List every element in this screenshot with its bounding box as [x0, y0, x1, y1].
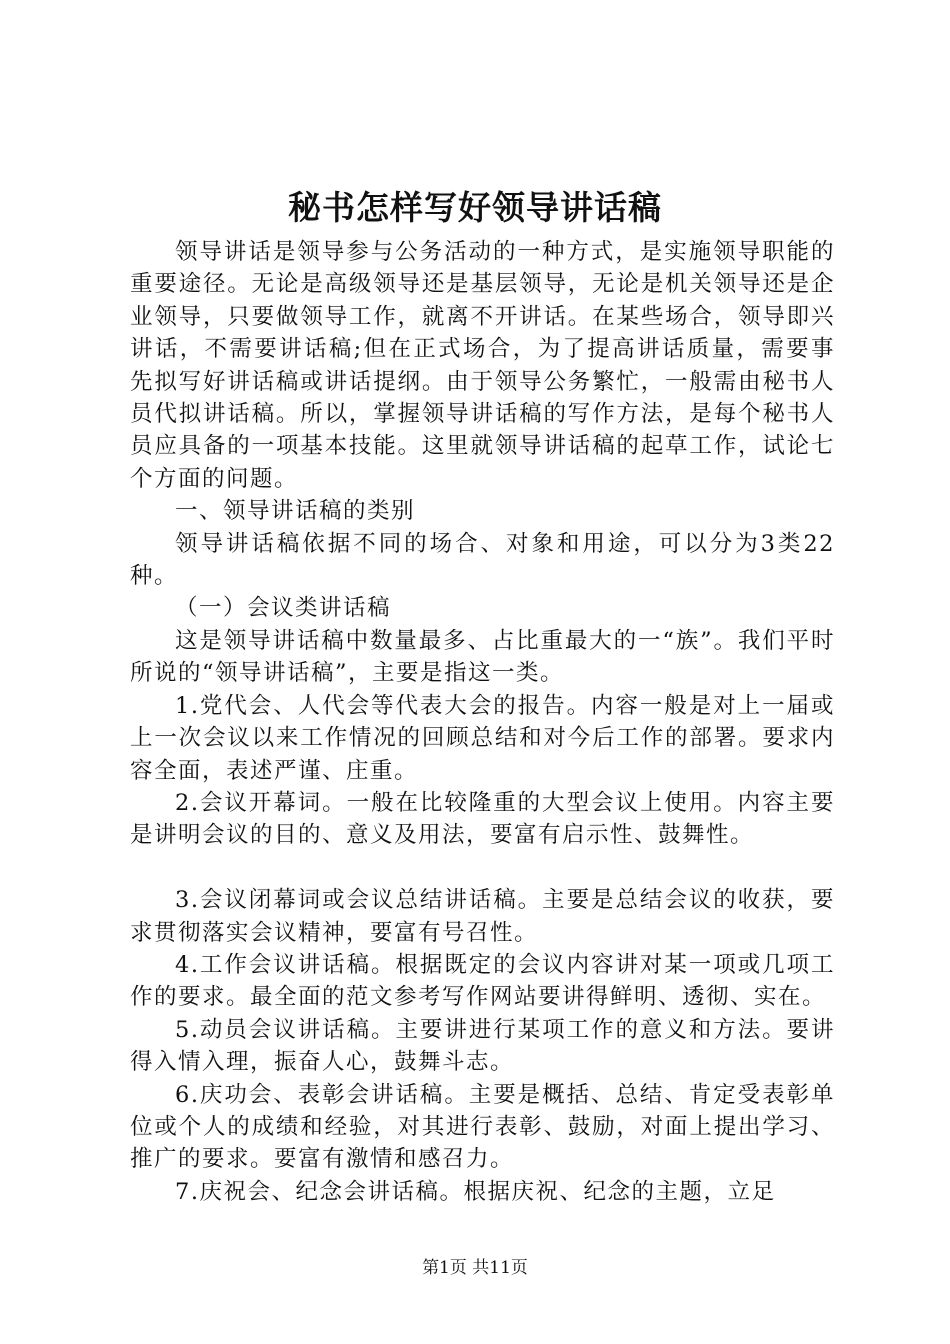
list-item: 4.工作会议讲话稿。根据既定的会议内容讲对某一项或几项工作的要求。最全面的范文参考写作网站要讲得鲜明、透彻、实在。 [130, 951, 835, 1011]
section-heading: 一、领导讲话稿的类别 [175, 498, 416, 525]
list-item: 5.动员会议讲话稿。主要讲进行某项工作的意义和方法。要讲得入情入理，振奋人心，鼓舞斗志。 [130, 1016, 835, 1076]
paragraph: 领导讲话稿依据不同的场合、对象和用途，可以分为3类22种。 [130, 530, 835, 590]
list-item: 3.会议闭幕词或会议总结讲话稿。主要是总结会议的收获，要求贯彻落实会议精神，要富有号召性。 [130, 887, 835, 946]
page-footer: 第1页 共11页 [422, 1258, 528, 1278]
document-body [130, 236, 835, 1208]
paragraph: 这是领导讲话稿中数量最多、占比重最大的一“族”。我们平时所说的“领导讲话稿”，主要是指这一类。 [130, 627, 835, 687]
list-item: 2.会议开幕词。一般在比较隆重的大型会议上使用。内容主要是讲明会议的目的、意义及用法，要富有启示性、鼓舞性。 [130, 789, 835, 849]
blank-line [130, 852, 835, 884]
paragraph: 领导讲话是领导参与公务活动的一种方式，是实施领导职能的重要途径。无论是高级领导还是基层领导，无论是机关领导还是企业领导，只要做领导工作，就离不开讲话。在某些场合，领导即兴讲话，不需要讲话稿;但在正式场合，为了提高讲话质量，需要事先拟写好讲话稿或讲话提纲。由于领导公务繁忙，一般需由秘书人员代拟讲话稿。所以，掌握领导讲话稿的写作方法，是每个秘书人员应具备的一项基本技能。这里就领导讲话稿的起草工作，试论七个方面的问题。 [130, 239, 835, 492]
list-item: 6.庆功会、表彰会讲话稿。主要是概括、总结、肯定受表彰单位或个人的成绩和经验，对其进行表彰、鼓励，对面上提出学习、推广的要求。要富有激情和感召力。 [130, 1081, 835, 1173]
subsection-heading: （一）会议类讲话稿 [175, 595, 392, 622]
list-item: 1.党代会、人代会等代表大会的报告。内容一般是对上一届或上一次会议以来工作情况的回顾总结和对今后工作的部署。要求内容全面，表述严谨、庄重。 [130, 692, 835, 784]
list-item: 7.庆祝会、纪念会讲话稿。根据庆祝、纪念的主题，立足 [175, 1178, 776, 1205]
document-title: 秘书怎样写好领导讲话稿 [288, 188, 662, 227]
